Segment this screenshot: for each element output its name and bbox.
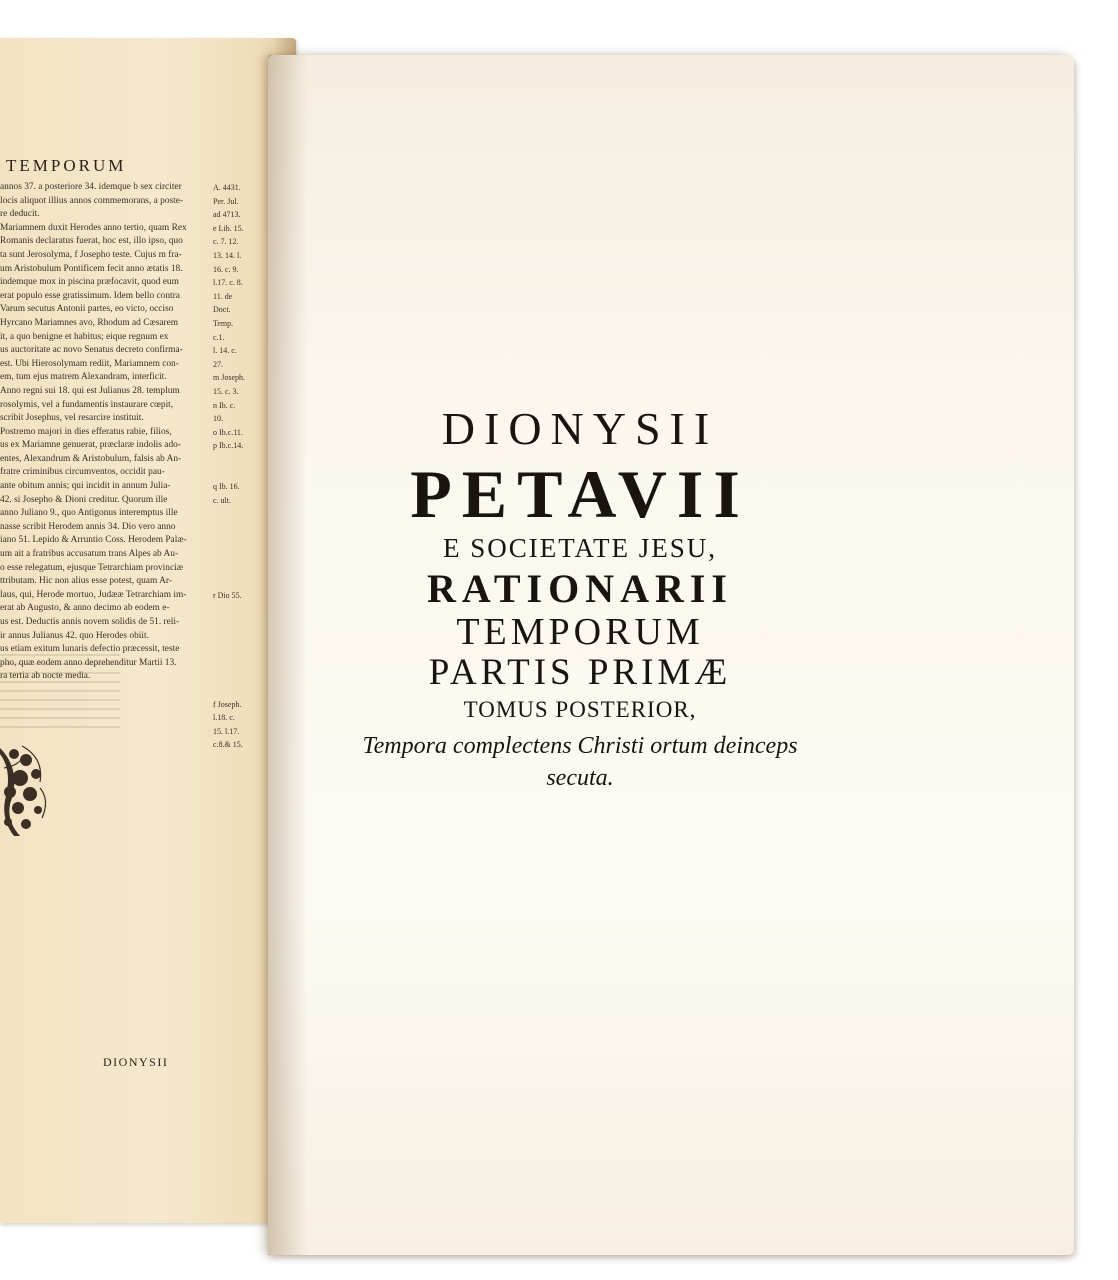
subtitle-line1: Tempora complectens Christi ortum deinceps (362, 733, 798, 759)
margin-notes (213, 181, 259, 752)
margin-note (213, 575, 259, 589)
body-text-line: us etiam exitum lunaris defectio præcessit, teste (0, 644, 180, 655)
subtitle-line2: secuta. (546, 765, 614, 791)
margin-note (213, 521, 259, 535)
body-text-line: ta sunt Jerosolyma, f Josepho teste. Cujus m fra- (0, 249, 182, 260)
margin-note: p Ib.c.14. (213, 441, 244, 451)
margin-note: l.17. c. 8. (213, 278, 243, 288)
floral-ornament-icon (0, 738, 52, 838)
margin-note: o Ib.c.11. (213, 427, 243, 437)
body-text-line: us est. Deductis annis novem solidis de 51. reli- (0, 617, 180, 627)
margin-note: 13. 14. l. (213, 250, 242, 260)
left-body-text (0, 181, 210, 684)
body-text-line: erat populo esse gratissimum. Idem bello contra (0, 290, 180, 301)
body-text-line: Romanis declaratus fuerat, hoc est, illo ipso, quo (0, 236, 183, 247)
work-title-line1: RATIONARII (427, 566, 733, 611)
body-text-line: us auctoritate ac novo Senatus decreto confirma- (0, 345, 183, 356)
left-page (0, 38, 296, 1223)
body-text-line: it, a quo benigne et habitus; eique regnum ex (0, 331, 169, 342)
margin-note (213, 657, 259, 671)
margin-note (213, 643, 259, 657)
margin-note: m Joseph. (213, 373, 245, 383)
body-text-line: erat ab Augusto, & anno decimo ab eodem e- (0, 603, 170, 614)
margin-note: e Lib. 15. (213, 223, 244, 233)
author-first-name: DIONYSII (441, 403, 719, 454)
body-text-line: rosolymis, vel a fundamentis instaurare cœpit, (0, 399, 174, 410)
body-text-line: anno Juliano 9., quo Antigonus interemptus ille (0, 508, 178, 519)
margin-note (213, 466, 259, 480)
part-label: PARTIS PRIMÆ (428, 652, 732, 693)
body-text-line: Anno regni sui 18. qui est Julianus 28. templum (0, 385, 180, 396)
margin-note: n Ib. c. (213, 400, 236, 410)
body-text-line: Mariamnem duxit Herodes anno tertio, quam Rex (0, 222, 187, 233)
margin-note: Temp. (213, 318, 234, 328)
body-text-line: Hyrcano Mariamnes avo, Rhodum ad Cæsarem (0, 317, 179, 328)
margin-note: 27. (213, 359, 223, 369)
body-text-line: nasse scribit Herodem annis 34. Dio vero anno (0, 521, 176, 532)
body-text-line: em, tum ejus matrem Alexandram, interficit. (0, 372, 167, 383)
body-text-line: annos 37. a posteriore 34. idemque b sex circiter (0, 182, 182, 192)
margin-note: 15. c. 3. (213, 386, 239, 396)
body-text-line: Postremo majori in dies efferatus rabie, filios, (0, 426, 172, 437)
show-through-text (0, 648, 120, 728)
body-text-line: scribit Josephus, vel resarcire instituit. (0, 413, 144, 424)
body-text-line: um Aristobulum Pontificem fecit anno ætatis 18. (0, 263, 183, 274)
margin-note (213, 684, 259, 698)
body-text-line: indemque mox in piscina præfocavit, quod eum (0, 277, 179, 288)
margin-note: 11. de (213, 291, 233, 301)
body-text-line: ra tertia ab nocte media. (0, 671, 91, 682)
body-text-line: Varum secutus Antonii partes, eo victo, occiso (0, 304, 174, 315)
margin-note (213, 602, 259, 616)
author-affiliation: E SOCIETATE JESU, (442, 533, 718, 563)
margin-note: q Ib. 16. (213, 482, 240, 492)
body-text-line: ttributam. Hic non alius esse potest, quam Ar- (0, 576, 172, 587)
body-text-line: laus, qui, Herode mortuo, Judææ Tetrarchiam im- (0, 589, 187, 600)
margin-note: f Joseph. (213, 699, 242, 709)
margin-note: c. 7. 12. (213, 237, 239, 247)
margin-note: r Dio 55. (213, 590, 242, 600)
margin-note: c.8.& 15. (213, 740, 243, 750)
margin-note (213, 534, 259, 548)
body-text-line: fratre criminibus circumventos, occidit pau- (0, 467, 165, 478)
body-text-line: pho, quæ eodem anno deprehenditur Martii 13. (0, 657, 177, 668)
body-text-line: 42. si Josepho & Dioni creditur. Quorum ille (0, 494, 168, 505)
body-text-line: re deducit. (0, 209, 40, 220)
body-text-line: locis aliquot illius annos commemorans, a poste- (0, 195, 184, 206)
author-last-name: PETAVII (410, 456, 750, 532)
margin-note: ad 4713. (213, 210, 241, 220)
margin-note: 10. (213, 414, 223, 424)
body-text-line: entes, Alexandrum & Aristobulum, falsis ab An- (0, 453, 182, 464)
volume-label: TOMUS POSTERIOR, (463, 697, 697, 722)
body-text-line: ante obitum annis; qui incidit in annum Julia- (0, 481, 171, 492)
margin-note (213, 630, 259, 644)
margin-note (213, 507, 259, 521)
margin-note (213, 670, 259, 684)
margin-note (213, 616, 259, 630)
margin-note (213, 453, 259, 467)
margin-note (213, 548, 259, 562)
margin-note: 16. c. 9. (213, 264, 239, 274)
margin-note: c. ult. (213, 495, 231, 505)
catchword: DIONYSII (103, 1055, 169, 1069)
margin-note: Per. Jul. (213, 196, 239, 206)
margin-note: c.1. (213, 332, 225, 342)
body-text-line: est. Ubi Hierosolymam rediit, Mariamnem con- (0, 358, 179, 369)
margin-note: 15. l.17. (213, 726, 240, 736)
body-text-line: iano 51. Lepido & Arruntio Coss. Herodem Palæ- (0, 535, 187, 546)
body-text-line: ir annus Julianus 42. quo Herodes obiit. (0, 630, 149, 641)
body-text-line: o esse relegatum, ejusque Tetrarchiam provinciæ (0, 562, 183, 573)
margin-note (213, 562, 259, 576)
margin-note: l.18. c. (213, 713, 235, 723)
running-head: TEMPORUM (6, 156, 127, 175)
body-text-line: us ex Mariamne genuerat, præclaræ indolis ado- (0, 440, 181, 451)
work-title-line2: TEMPORUM (456, 611, 704, 653)
body-text-line: um ait a fratribus accusatum trans Alpes ab Au- (0, 549, 179, 560)
margin-note: A. 4431. (213, 183, 241, 192)
title-block (270, 400, 890, 794)
margin-note: l. 14. c. (213, 346, 237, 356)
margin-note: Doct. (213, 305, 231, 315)
